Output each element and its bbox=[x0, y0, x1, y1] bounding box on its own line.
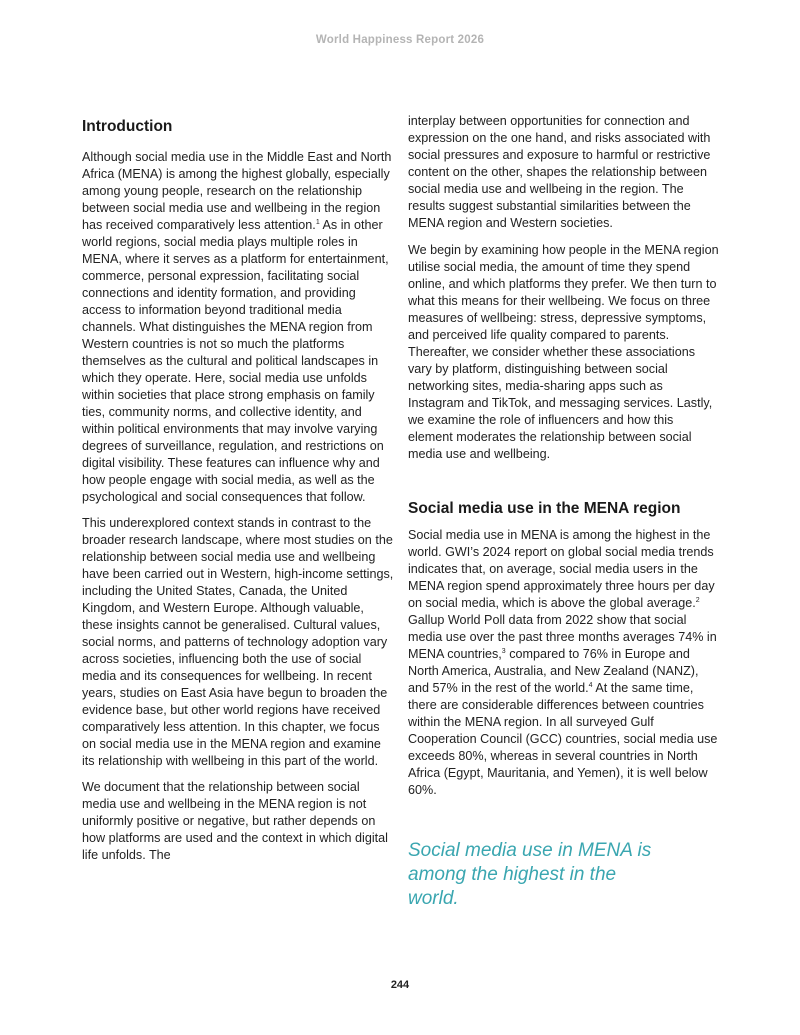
paragraph-text: Gallup World Poll data from 2022 show that social media use over the past three months averages 74% in MENA countries, bbox=[408, 613, 717, 661]
page-number: 244 bbox=[390, 979, 410, 991]
paragraph-text: Social media use in MENA is among the highest in the world. GWI’s 2024 report on global social media trends indicates that, on average, social media users in the MENA region spend approximately three hours per day on social media, which is above the global average. bbox=[408, 528, 715, 610]
running-header: World Happiness Report 2026 bbox=[315, 34, 485, 46]
footnote-ref-4[interactable]: 4 bbox=[588, 682, 593, 689]
paragraph-text: At the same time, there are considerable differences between countries within the MENA region. In all surveyed Gulf Cooperation Council (GCC) countries, social media use exceeds 80%, whereas in several countries in North Africa (Egypt, Mauritania, and Yemen), it is well below 60%. bbox=[408, 681, 718, 797]
section-heading-social-media-use: Social media use in the MENA region bbox=[408, 500, 681, 517]
section-heading-introduction: Introduction bbox=[82, 118, 173, 135]
paragraph-intro-3-start: We document that the relationship between social media use and wellbeing in the MENA region is not uniformly positive or negative, but rather depends on how platforms are used and the context in which digital life unfolds. The bbox=[82, 780, 388, 862]
paragraph-text: Although social media use in the Middle East and North Africa (MENA) is among the highest globally, especially among young people, research on the relationship between social media use and wellbeing in the region has received comparatively less attention. bbox=[82, 150, 392, 232]
footnote-ref-3[interactable]: 3 bbox=[501, 648, 506, 655]
paragraph-intro-4: We begin by examining how people in the MENA region utilise social media, the amount of time they spend online, and which platforms they prefer. We then turn to what this means for their wellbeing. We focus on three measures of wellbeing: stress, depressive symptoms, and perceived life quality compared to parents. Thereafter, we consider whether these associations vary by platform, distinguishing between social networking sites, media-sharing apps such as Instagram and TikTok, and messaging services. Lastly, we examine the role of influencers and how this element moderates the relationship between social media use and wellbeing. bbox=[408, 243, 719, 461]
paragraph-text: As in other world regions, social media plays multiple roles in MENA, where it serves as a platform for entertainment, commerce, personal expression, facilitating social connections and identity formation, and providing access to information beyond traditional media channels. What distinguishes the MENA region from Western countries is not so much the platforms themselves as the cultural and political landscapes in which they operate. Here, social media use unfolds within societies that place strong emphasis on family ties, community norms, and collective identity, and within political environments that may involve varying degrees of surveillance, regulation, and restrictions on digital visibility. These features can influence why and how people engage with social media, as well as the psychological and social consequences that follow. bbox=[82, 218, 389, 504]
paragraph-intro-1 bbox=[82, 149, 394, 506]
paragraph-intro-3-continued: interplay between opportunities for connection and expression on the one hand, and risks associated with social pressures and exposure to harmful or restrictive content on the other, shapes the relationship between social media use and wellbeing in the region. The results suggest substantial similarities between the MENA region and Western societies. bbox=[408, 114, 711, 230]
pull-quote: Social media use in MENA is among the highest in the world. bbox=[408, 840, 652, 909]
paragraph-intro-2: This underexplored context stands in contrast to the broader research landscape, where most studies on the relationship between social media use and wellbeing have been carried out in Western, high-income settings, including the United States, Canada, the United Kingdom, and Western Europe. Although valuable, these insights cannot be generalised. Cultural values, social norms, and patterns of technology adoption vary across societies, influencing both the use of social media and its consequences for wellbeing. In recent years, studies on East Asia have begun to broaden the evidence base, but other world regions have received comparatively less attention. In this chapter, we focus on social media use in the MENA region and examine its relationship with wellbeing in this part of the world. bbox=[82, 516, 394, 768]
left-column bbox=[82, 113, 394, 874]
paragraph-section2-1 bbox=[408, 527, 720, 799]
footnote-ref-2[interactable]: 2 bbox=[695, 597, 700, 604]
paragraph-text: compared to 76% in Europe and North America, Australia, and New Zealand (NANZ), and 57% in the rest of the world. bbox=[408, 647, 699, 695]
footnote-ref-1[interactable]: 1 bbox=[315, 219, 320, 226]
right-column bbox=[408, 113, 720, 911]
